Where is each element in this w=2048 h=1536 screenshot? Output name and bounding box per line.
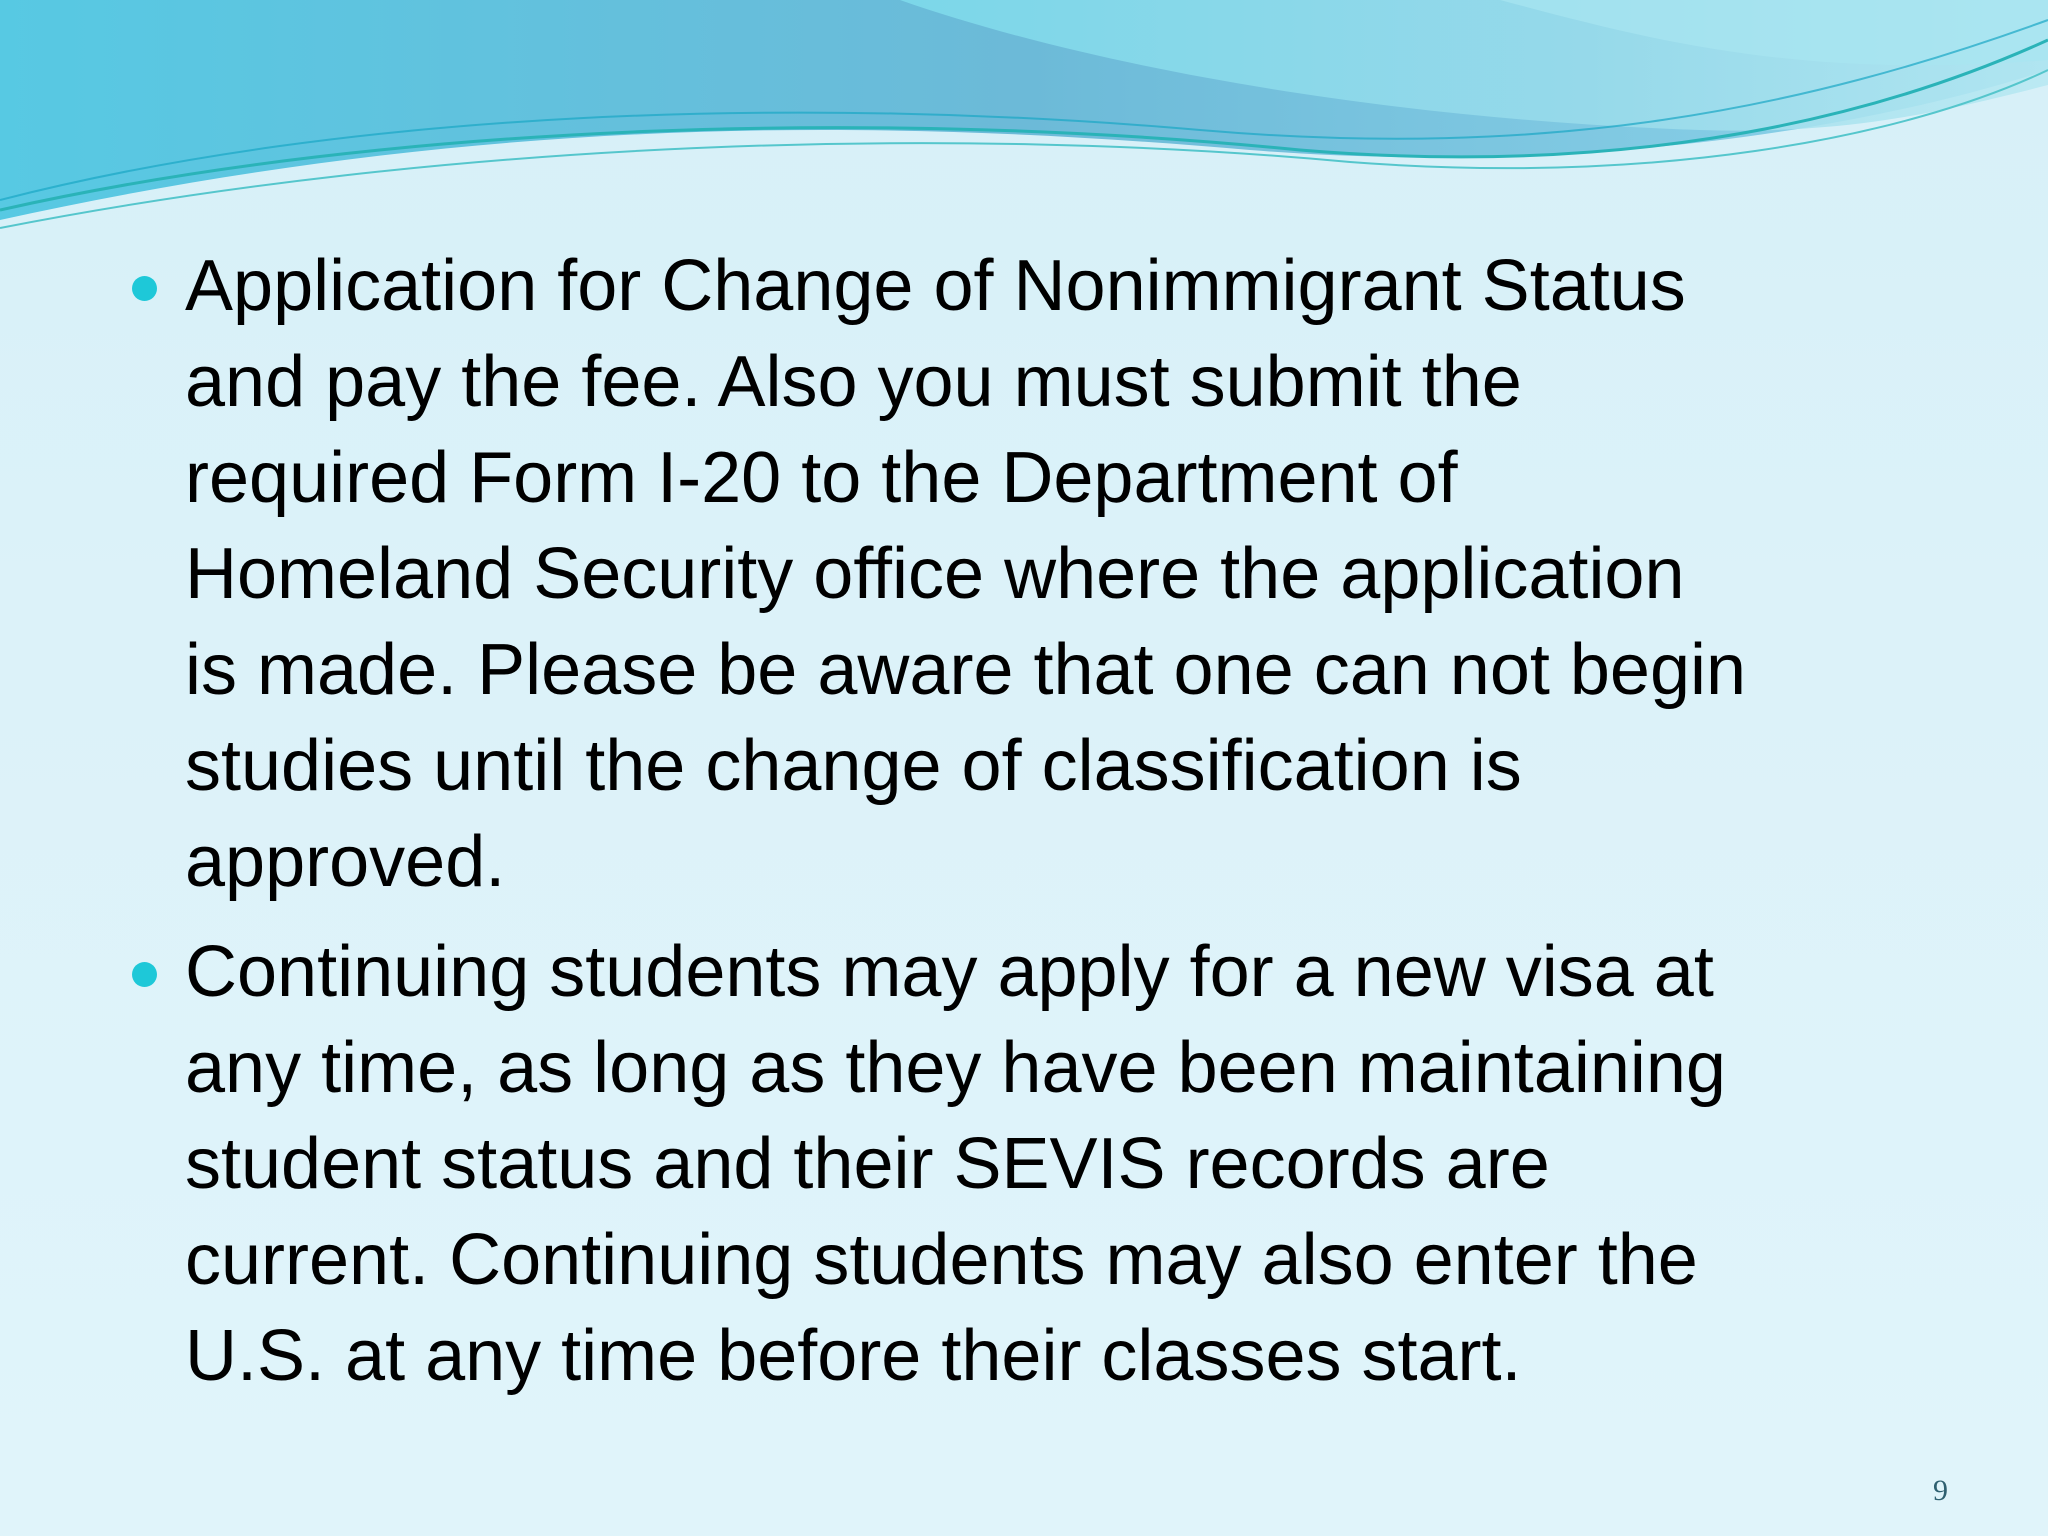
bullet-text: Application for Change of Nonimmigrant Status and pay the fee. Also you must submit the required Form I-20 to the Department of Homeland Security office where the application is made. Please be aware that one can not begin studies until the change of classification is approved.	[185, 246, 1747, 902]
bullet-dot-icon	[132, 276, 157, 301]
bullet-text: Continuing students may apply for a new visa at any time, as long as they have been maintaining student status and their SEVIS records are current. Continuing students may also enter the U.S. at any time before their classes start.	[185, 932, 1726, 1396]
bullet-item	[130, 924, 1930, 1404]
page-number: 9	[1933, 1474, 1948, 1507]
bullet-item	[130, 238, 1930, 910]
bullet-dot-icon	[132, 962, 157, 987]
slide-content	[130, 238, 1930, 1418]
header-wave-decoration	[0, 0, 2048, 240]
bullet-list	[130, 238, 1930, 1404]
